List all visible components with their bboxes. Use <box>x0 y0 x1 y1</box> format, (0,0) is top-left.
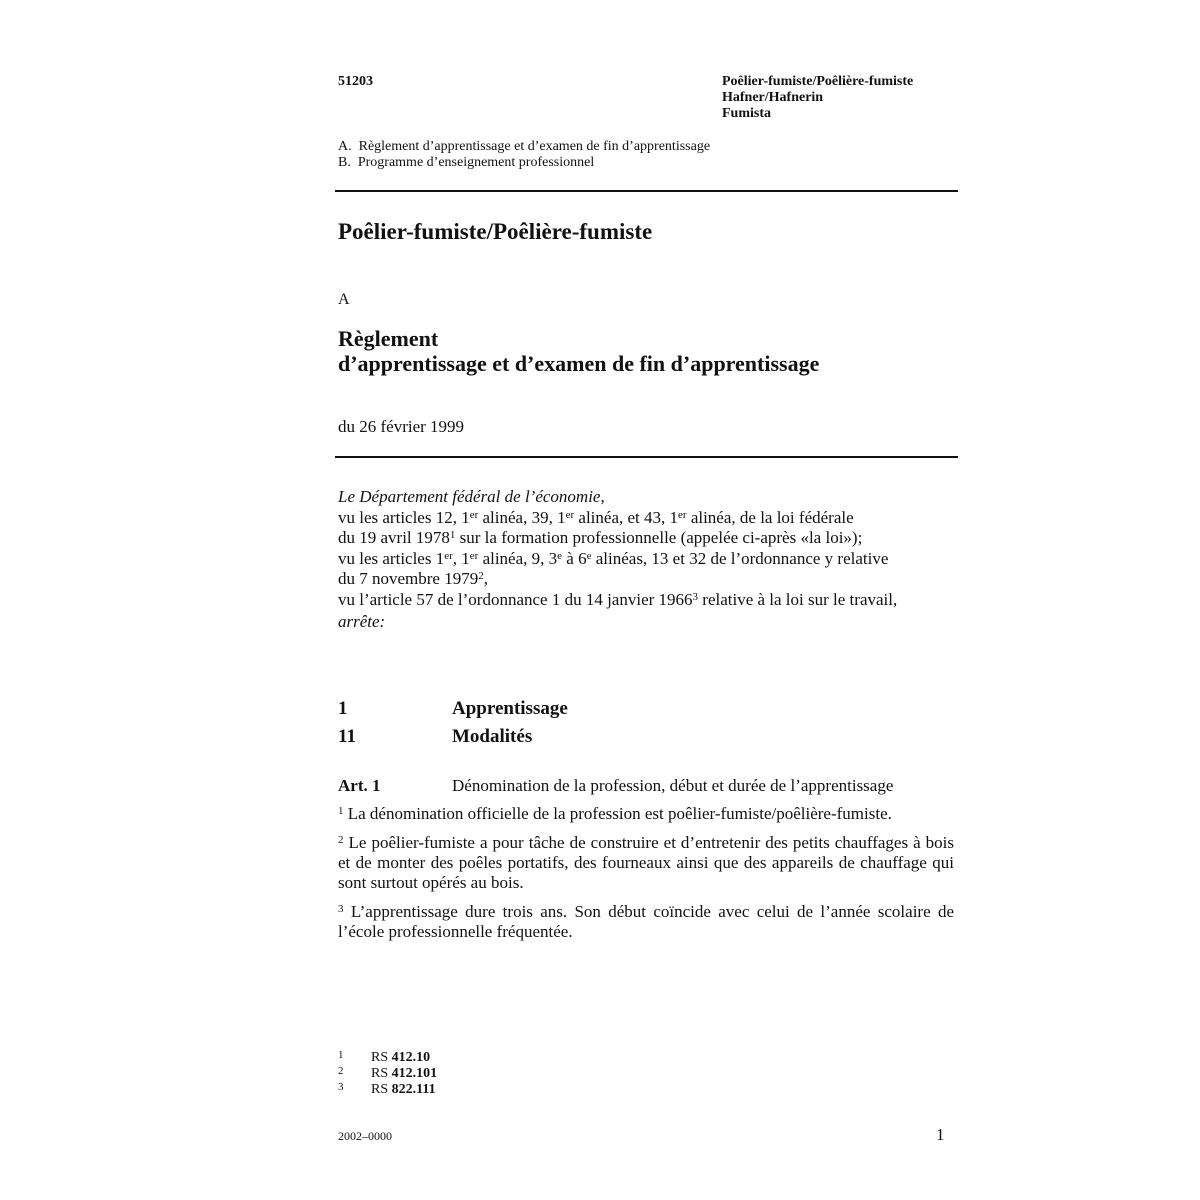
footer-code: 2002–0000 <box>338 1129 392 1143</box>
header-title-fr: Poêlier-fumiste/Poêlière-fumiste <box>722 74 914 89</box>
preamble-authority: Le Département fédéral de l’économie, <box>338 487 605 506</box>
section-title-11: Modalités <box>452 726 533 747</box>
preamble-line-4: du 7 novembre 1979$^2$, <box>338 569 488 588</box>
footnote-ref-1[interactable]: 1 <box>449 529 456 541</box>
regulation-date: du 26 février 1999 <box>338 417 465 436</box>
part-letter: A <box>338 291 350 308</box>
preamble-line-5: vu l’article 57 de l’ordonnance 1 du 14 janvier 1966$^3$ relative à la loi sur le travail, <box>338 589 898 609</box>
footnote-ref-3[interactable]: 3 <box>692 590 699 603</box>
article-paragraph-2: $^2$ Le poêlier-fumiste a pour tâche de construire et d’entretenir des petits chauffages à bois et de monter des poêles portatifs, des fourneaux ainsi que des appareils de chauffage qui sont surtout opérés au bois. <box>338 833 954 892</box>
section-number-1: 1 <box>338 698 348 719</box>
divider-top <box>335 190 958 192</box>
footnote-ref-2[interactable]: 2 <box>478 570 484 582</box>
section-title-1: Apprentissage <box>452 698 568 719</box>
preamble <box>338 487 958 633</box>
footnote-1: 1 RS 412.10 <box>338 1049 431 1065</box>
article-label: Art. 1 <box>338 776 381 795</box>
page-number: 1 <box>936 1125 945 1144</box>
preamble-line-1: vu les articles 12, 1er alinéa, 39, 1er alinéa, et 43, 1er alinéa, de la loi fédérale <box>338 507 854 527</box>
header-part-b: B. Programme d’enseignement professionnel <box>338 155 595 170</box>
document-number: 51203 <box>338 74 373 89</box>
header-parts-list <box>338 139 710 171</box>
article-paragraph-3: $^3$ L’apprentissage dure trois ans. Son début coïncide avec celui de l’année scolaire de l’école professionnelle fréquentée. <box>338 902 954 941</box>
footnote-2: 2 RS 412.101 <box>338 1065 438 1081</box>
divider-middle <box>335 456 958 458</box>
section-number-11: 11 <box>338 726 356 747</box>
header-title-it: Fumista <box>722 106 771 121</box>
regulation-title <box>338 326 819 376</box>
article-paragraph-1: $^1$ La dénomination officielle de la profession est poêlier-fumiste/poêlière-fumiste. <box>338 804 892 823</box>
regulation-title-line2: d’apprentissage et d’examen de fin d’apprentissage <box>338 351 820 376</box>
regulation-title-line1: Règlement <box>338 326 439 351</box>
preamble-decision: arrête: <box>338 612 386 631</box>
header-title-de: Hafner/Hafnerin <box>722 90 824 105</box>
preamble-line-2: du 19 avril 1978$^1$ sur la formation professionnelle (appelée ci-après «la loi»); <box>338 528 863 547</box>
preamble-line-3: vu les articles 1er, 1er alinéa, 9, 3e à 6e alinéas, 13 et 32 de l’ordonnance y relative <box>338 548 889 568</box>
header-part-a: A. Règlement d’apprentissage et d’examen de fin d’apprentissage <box>338 139 711 154</box>
footnote-3: 3 RS 822.111 <box>338 1081 436 1097</box>
header-profession-titles <box>722 74 913 122</box>
article-title: Dénomination de la profession, début et durée de l’apprentissage <box>452 776 894 795</box>
page-title: Poêlier-fumiste/Poêlière-fumiste <box>338 219 653 244</box>
